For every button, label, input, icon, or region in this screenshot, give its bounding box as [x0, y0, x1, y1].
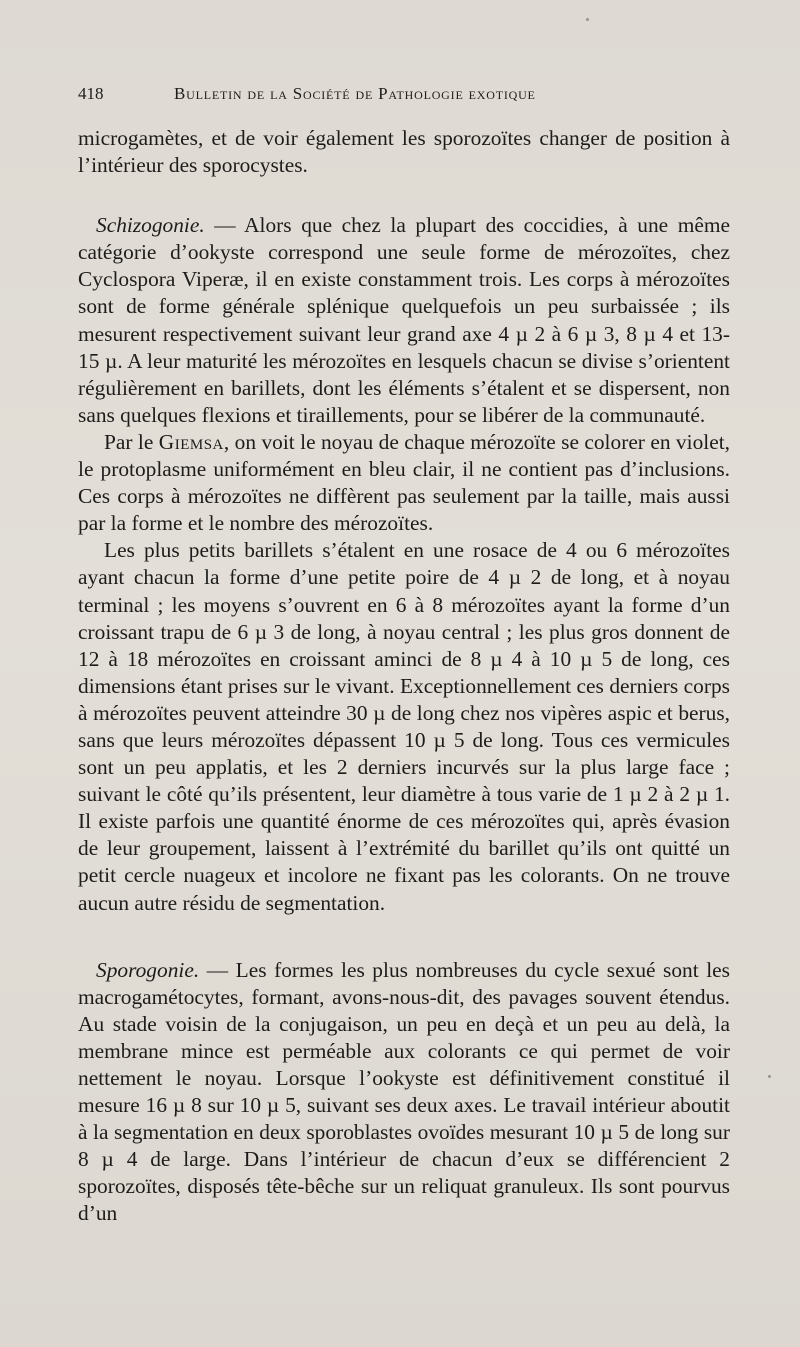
sporogonie-text: — Les formes les plus nombreuses du cycle sexué sont les macrogamétocytes, formant, avons-nous-dit, des pavages souvent étendus. Au stade voisin de la conjugaison, un peu en deçà et un peu au delà, la membrane mince est perméable aux colorants ce qui permet de voir nettement le noyau. Lorsque l’ookyste est définitivement constitué il mesure 16 µ 8 sur 10 µ 5, suivant ses deux axes. Le travail intérieur aboutit à la segmentation en deux sporoblastes ovoïdes mesurant 10 µ 5 de long sur 8 µ 4 de large. Dans l’intérieur de chacun d’eux se différencient 2 sporozoïtes, disposés tête-bêche sur un reliquat granuleux. Ils sont pourvus d’un: [78, 957, 730, 1226]
paragraph-sporogonie: [78, 957, 730, 1228]
schizogonie-text: — Alors que chez la plupart des coccidies, à une même catégorie d’ookyste correspond une seule forme de mérozoïtes, chez Cyclospora Viperæ, il en existe constamment trois. Les corps à mérozoïtes sont de forme générale splénique quelquefois un peu surbaissée ; ils mesurent respectivement suivant leur grand axe 4 µ 2 à 6 µ 3, 8 µ 4 et 13-15 µ. A leur maturité les mérozoïtes en lesquels chacun se divise s’orientent régulièrement en barillets, dont les éléments s’étalent et se dispersent, non sans quelques flexions et tiraillements, pour se libérer de la communauté.: [78, 213, 730, 427]
section-heading-schizogonie: Schizogonie.: [96, 213, 205, 238]
paper-speck: [586, 18, 589, 21]
paragraph-continuation: microgamètes, et de voir également les sporozoïtes changer de position à l’intérieur des sporocystes.: [78, 126, 730, 178]
body-text: [78, 125, 730, 1228]
giemsa-text-b: , on voit le noyau de chaque mérozoïte se colorer en violet, le protoplasme uniformément en bleu clair, il ne contient pas d’inclusions. Ces corps à mérozoïtes ne diffèrent pas seulement par la taille, mais aussi par la forme et le nombre des mérozoïtes.: [78, 429, 730, 536]
giemsa-term: Giemsa: [158, 429, 224, 454]
giemsa-text-a: Par le: [104, 429, 159, 454]
section-heading-sporogonie: Sporogonie.: [96, 957, 200, 982]
running-title: Bulletin de la Société de Pathologie exotique: [174, 84, 536, 103]
paragraph-schizogonie: [78, 212, 730, 429]
page-number: 418: [78, 84, 104, 103]
paper-speck: [768, 1075, 771, 1078]
paragraph-giemsa: [78, 429, 730, 537]
paragraph-barillets: Les plus petits barillets s’étalent en une rosace de 4 ou 6 mérozoïtes ayant chacun la forme d’une petite poire de 4 µ 2 de long, et à noyau terminal ; les moyens s’ouvrent en 6 à 8 mérozoïtes ayant la forme d’un croissant trapu de 6 µ 3 de long, à noyau central ; les plus gros donnent de 12 à 18 mérozoïtes en croissant aminci de 8 µ 4 à 10 µ 5 de long, ces dimensions étant prises sur le vivant. Exceptionnellement ces derniers corps à mérozoïtes peuvent atteindre 30 µ de long chez nos vipères aspic et berus, sans que leurs mérozoïtes dépassent 10 µ 5 de long. Tous ces vermicules sont un peu applatis, et les 2 derniers incurvés sur la plus large face ; suivant le côté qu’ils présentent, leur diamètre à tous varie de 1 µ 2 à 2 µ 1. Il existe parfois une quantité énorme de ces mérozoïtes qui, après évasion de leur groupement, laissent à l’extrémité du barillet qu’ils ont quitté un petit cercle nuageux et incolore ne fixant pas les colorants. On ne trouve aucun autre résidu de segmentation.: [78, 538, 730, 915]
running-header: [78, 84, 728, 110]
